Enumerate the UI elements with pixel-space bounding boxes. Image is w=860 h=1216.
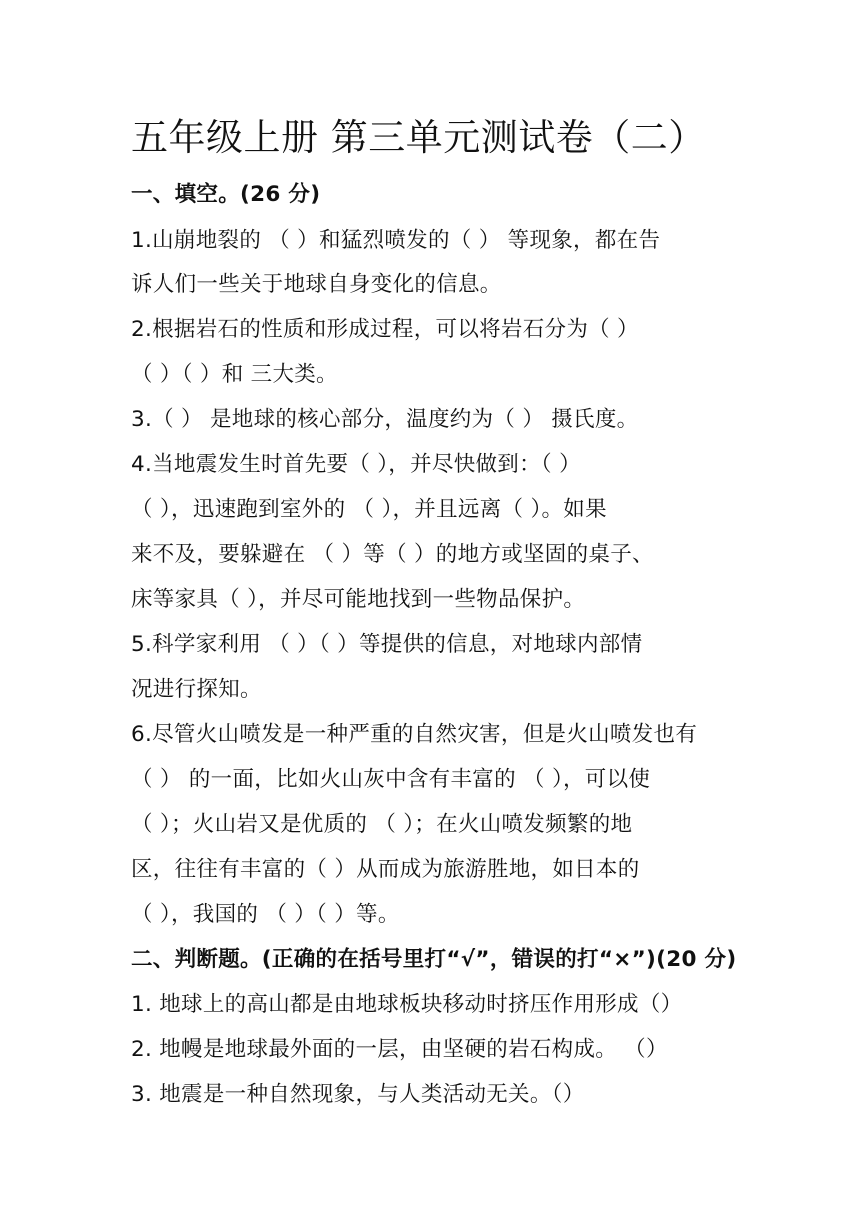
question-line: 床等家具（ ），并尽可能地找到一些物品保护。 — [131, 587, 586, 612]
question-line: （ ） 的一面，比如火山灰中含有丰富的 （ ），可以使 — [131, 767, 651, 792]
question-line: 6.尽管火山喷发是一种严重的自然灾害，但是火山喷发也有 — [131, 722, 698, 747]
question-line: （ ）；火山岩又是优质的 （ ）；在火山喷发频繁的地 — [131, 812, 633, 837]
question-line: 诉人们一些关于地球自身变化的信息。 — [131, 272, 502, 297]
question-line: 5.科学家利用 （ ）（ ）等提供的信息，对地球内部情 — [131, 632, 643, 657]
question-line: 2.根据岩石的性质和形成过程，可以将岩石分为（ ） — [131, 317, 639, 342]
section-heading-true-false: 二、判断题。(正确的在括号里打“√”，错误的打“×”)(20 分) — [131, 947, 737, 972]
question-line: 1. 地球上的高山都是由地球板块移动时挤压作用形成（） — [131, 992, 683, 1017]
question-line: 4.当地震发生时首先要（ ），并尽快做到：（ ） — [131, 452, 581, 477]
question-line: 来不及，要躲避在 （ ）等（ ）的地方或坚固的桌子、 — [131, 542, 654, 567]
question-line: 3. 地震是一种自然现象，与人类活动无关。（） — [131, 1082, 585, 1107]
question-line: 况进行探知。 — [131, 677, 262, 702]
question-line: 1.山崩地裂的 （ ）和猛烈喷发的（ ） 等现象，都在告 — [131, 228, 661, 253]
question-line: （ ）（ ）和 三大类。 — [131, 362, 338, 387]
question-line: 2. 地幔是地球最外面的一层，由坚硬的岩石构成。 （） — [131, 1037, 668, 1062]
document-title: 五年级上册 第三单元测试卷（二） — [131, 116, 706, 159]
question-line: 区，往往有丰富的（ ）从而成为旅游胜地，如日本的 — [131, 857, 640, 882]
question-line: （ ），迅速跑到室外的 （ ），并且远离（ ）。如果 — [131, 497, 607, 522]
question-line: （ ），我国的 （ ）（ ）等。 — [131, 902, 400, 927]
section-heading-fill-blank: 一、填空。(26 分) — [131, 182, 321, 207]
question-line: 3.（ ） 是地球的核心部分，温度约为（ ） 摄氏度。 — [131, 407, 639, 432]
